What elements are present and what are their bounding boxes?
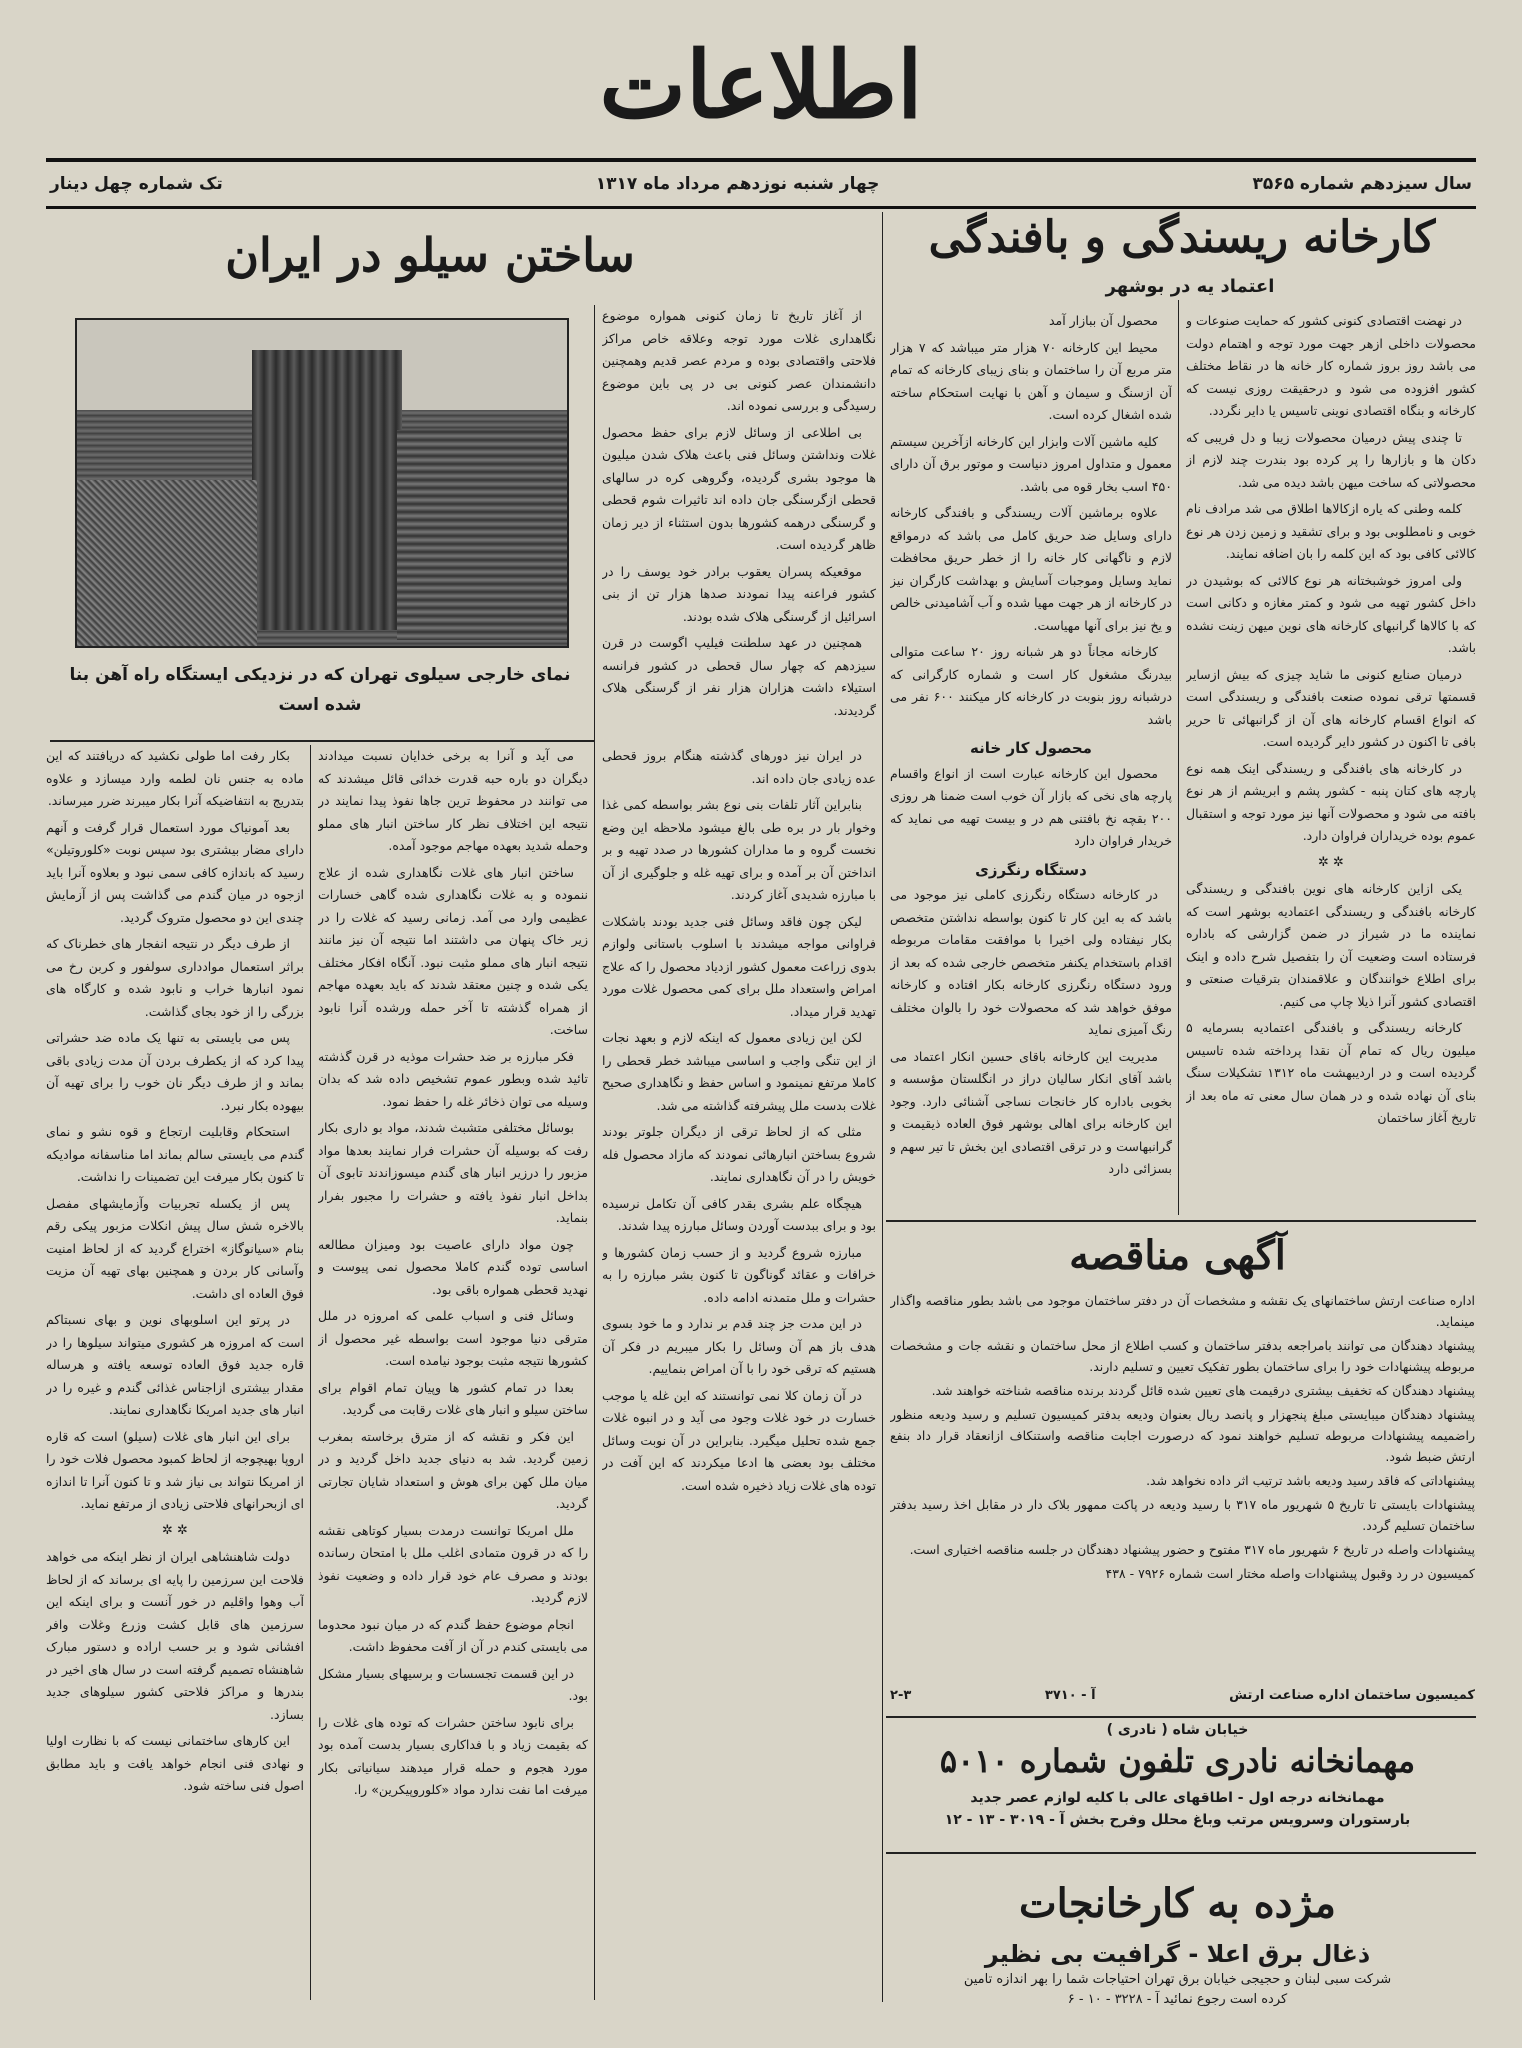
paragraph: مدیریت این کارخانه باقای حسین انکار اعتماد می باشد آقای انکار سالیان دراز در انگلستان مؤسسه و بخوبی باداره کار خانجات نساجی آشنائی دارد. وجود این کارخانه برای اهالی بوشهر فوق العاده ذیقیمت و گرانبهاست و در ترقی اقتصادی این بخش تا تیر سهم و بسزائی دارد [890, 1048, 1172, 1176]
paragraph: برای نابود ساختن حشرات که توده های غلات را که بقیمت زیاد و با فداکاری بسیار بدست آمده بود مورد هجوم و حمله قرار میدهند سیانیاتی بکار میرفت اما نفت ندارد مواد «کلوروپیکرین» را. [318, 1714, 588, 1797]
separator-stars-icon: ✲ ✲ [1318, 854, 1344, 870]
issue-number: سال سیزدهم شماره ۳۵۶۵ [1252, 174, 1472, 194]
paragraph: استحکام وقابلیت ارتجاع و قوه نشو و نمای گندم می بایستی سالم بماند اما مناسفانه موادیکه تا کنون بکار میرفت این تضمینات را نداشت. [46, 1124, 304, 1184]
paragraph: یکی ازاین کارخانه های نوین بافندگی و ریسندگی کارخانه بافندگی و ریسندگی اعتمادیه بوشهر است که نماینده ما در شیراز در ضمن گزارشی که باداره فرستاده است وضعیت آن را بتفصیل شرح داده و اینک برای اطلاع خوانندگان و علاقمندان بترقیات صنعتی و اقتصادی کشور آنرا ذیلا چاپ می کنیم. [1186, 881, 1476, 1009]
paragraph: ساختن انبار های غلات نگاهداری شده از علاج ننموده و به غلات نگاهداری شده گاهی خسارات عظیمی وارد می آمد. زمانی رسید که غلات را در زیر خاک پنهان می داشتند اما نتیجه آن نیز مانند نتیجه انبار های مملو مثبت نبود. آنگاه افکار مختلف یکی شده و چنین معتقد شدند که باید بعهده مهاجم از همراه گذشته تا آخر حمله ورشده آنرا نابود ساخت. [318, 864, 588, 1037]
article-right-column-2 [890, 310, 1172, 1215]
paragraph: محصول آن ببازار آمد [1048, 313, 1158, 328]
issue-price: تک شماره چهل دینار [50, 174, 223, 194]
paragraph: ولی امروز خوشبختانه هر نوع کالائی که بوشیدن در داخل کشور تهیه می شود و کمتر مغازه و دکانی است که با کالاها گرانبهای کارخانه های نوین میهن زینت نشده باشد. [1186, 572, 1476, 655]
article-left-column-1 [602, 745, 876, 2000]
tender-line: کمیسیون در رد وقبول پیشنهادات واصله مختار است شماره ۷۹۲۶ - ۴۳۸ [1105, 1566, 1475, 1581]
article-left-column-3 [46, 745, 304, 2000]
paragraph: بکار رفت اما طولی نکشید که دریافتند که این ماده به جنس نان لطمه وارد میسازد و علاوه بتدریج به انتفاضیکه آنرا بکار میبرند ضرر میرساند. [46, 748, 304, 808]
hotel-ad-line-2: بارستوران وسرویس مرتب وباغ محلل وفرح بخش آ - ۳۰۱۹ - ۱۳ - ۱۲ [944, 1812, 1411, 1828]
paragraph: در این قسمت تجسسات و برسیهای بسیار مشکل بود. [318, 1665, 588, 1703]
divider-tender-top [886, 1220, 1476, 1222]
factory-ad-line-1: شرکت سبی لبنان و حجیجی خیابان برق تهران احتیاجات شما را بهر اندازه تامین [963, 1972, 1392, 1987]
divider-factory-ad-top [886, 1852, 1476, 1854]
section-heading-dyeing: دستگاه رنگرزی [975, 860, 1087, 879]
factory-ad-line-2: کرده است رجوع نمائید آ - ۳۲۲۸ - ۱۰ - ۶ [1067, 1992, 1288, 2007]
hotel-ad-line-1: مهمانخانه درجه اول - اطاقهای عالی با کلیه لوازم عصر جدید [970, 1790, 1385, 1806]
tender-line: پیشنهاد دهندگان میبایستی مبلغ پنجهزار و پانصد ریال بعنوان ودیعه بدفتر کمیسیون تسلیم و رسید ودیعه منظور راضمیمه پیشنهادات مربوطه تسلیم خواهند نمود که درصورت اجابت مناقصه واستنکاف ازانعقاد قرار داد بنفع ارتش ضبط شود. [890, 1407, 1475, 1464]
paragraph: فکر مبارزه بر ضد حشرات موذیه در قرن گذشته تائید شده وبطور عموم تشخیص داده شد که بدان وسیله می توان ذخائر غله را حفظ نمود. [318, 1048, 588, 1109]
silo-photo [75, 318, 569, 648]
tender-line: پیشنهاداتی که فاقد رسید ودیعه باشد ترتیب اثر داده نخواهد شد. [1146, 1473, 1475, 1488]
tender-line: پیشنهادات بایستی تا تاریخ ۵ شهریور ماه ۳۱۷ با رسید ودیعه در پاکت ممهور بلاک دار در مقابل اخذ رسید بدفتر ساختمان تسلیم گردد. [890, 1497, 1475, 1533]
paragraph: در این مدت جز چند قدم بر ندارد و ما خود بسوی هدف باز هم آن وسائل را بکار میبریم در فکر آن هستیم که ترقی خود را با آن امراض بنماییم. [602, 1316, 876, 1376]
tender-code-left: ۲-۳ [890, 1688, 912, 1703]
tender-title: آگهی مناقصه [1069, 1232, 1286, 1279]
paragraph: کلیه ماشین آلات وابزار این کارخانه ازآخرین سیستم معمول و متداول امروز دنیاست و موتور برق آن دارای ۴۵۰ اسب بخار قوه می باشد. [890, 433, 1172, 494]
article-left-title: ساختن سیلو در ایران [225, 228, 635, 282]
tender-line: اداره صناعت ارتش ساختمانهای یک نقشه و مشخصات آن در دفتر ساختمان موجود می باشد بطور مناقصه واگذار مینماید. [890, 1293, 1475, 1329]
paragraph: وسائل فنی و اسباب علمی که امروزه در ملل مترقی دنیا موجود است بواسطه غیر محصول از کشورها نتیجه مثبت بوجود نیامده است. [318, 1308, 588, 1368]
paragraph: در آن زمان کلا نمی توانستند که این غله یا موجب خسارت در خود غلات وجود می آید و در انبوه غلات جمع شده تحلیل میگیرد. بنابراین در آن نوبت وسائل مختلف بود بعضی ها ادعا میکردند که این آفت در توده های غلات زیاد ذخیره شده است. [602, 1387, 876, 1493]
separator-stars-icon: ✲ ✲ [162, 1522, 188, 1538]
paragraph: در کارخانه های بافندگی و ریسندگی اینک همه نوع پارچه های کتان پنبه - کشور پشم و ابریشم از هر نوع بافته می شود و محصولات آنها نیز مورد توجه و استقبال عموم بوده خریداران فراوان دارد. [1186, 760, 1476, 843]
article-left-intro-column [602, 305, 876, 741]
paragraph: می آید و آنرا به برخی خدایان نسبت میدادند دیگران دو باره حبه قدرت خدائی قائل میشدند که می توانند در محفوظ ترین جاها نفوذ پیدا نمایند در نتیجه این اختلاف نظر کار ساختن انبار های مملو وحمله شدید بعهده مهاجم موجود آمده. [318, 748, 588, 853]
masthead-title: اطلاعات [599, 31, 923, 139]
paragraph: بوسائل مختلفی متشبث شدند، مواد بو داری بکار رفت که بوسیله آن حشرات فرار نمایند بعدها مواد مزبور را درزیر انبار های گندم میسوزاندند تابوی آن بداخل انبار نفوذ یافته و حشرات را مجبور بفرار بنماید. [318, 1120, 588, 1225]
tender-line: پیشنهاد دهندگان که تخفیف بیشتری درقیمت های تعیین شده قائل گردند برنده مناقصه شناخته خواهند شد. [931, 1383, 1475, 1398]
paragraph: ملل امریکا توانست درمدت بسیار کوتاهی نقشه را که در قرون متمادی اغلب ملل با امتحان رسانده بودند و مصرف عام خود قرار داده و وضعیت نفوذ لازم گردید. [318, 1522, 588, 1605]
hotel-ad-title: مهمانخانه نادری تلفون شماره ۵۰۱۰ [939, 1742, 1416, 1780]
paragraph: درمیان صنایع کنونی ما شاید چیزی که بیش ازسایر قسمتها ترقی نموده صنعت بافندگی و ریسندگی است که انواع اقسام کارخانه های آن از گرانبهائی تا حریر بافی تا اکنون در کشور دایر گردیده است. [1186, 666, 1476, 749]
article-right-title: کارخانه ریسندگی و بافندگی [928, 212, 1436, 263]
paragraph: برای این انبار های غلات (سیلو) است که قاره اروپا بهیچوجه از لحاظ کمبود محصول فلات خود را از امریکا نتواند بی نیاز شد و تا کنون آنرا تا اندازه ای ازبحرانهای فلاحتی زیادی از مرتفع نماید. [46, 1428, 304, 1511]
paragraph: محیط این کارخانه ۷۰ هزار متر میباشد که ۷ هزار متر مربع آن را ساختمان و بنای زیبای کارخانه که تمام آن ازسنگ و سیمان و آهن با نهایت استحکام ساخته شده اشغال کرده است. [890, 339, 1172, 422]
tender-signature: کمیسیون ساختمان اداره صناعت ارتش [1229, 1688, 1475, 1703]
divider-under-caption [50, 740, 594, 742]
paragraph: علاوه برماشین آلات ریسندگی و بافندگی کارخانه دارای وسایل ضد حریق کامل می باشد که درمواقع لازم و ناگهانی کار خانه را از خطر حریق محافظت نماید وسایل وموجبات آسایش و بهداشت کارگران نیز در کارخانه از هر جهت مهیا شده و آب آشامیدنی خالص و یخ نیز برای آنها مهیاست. [890, 505, 1172, 633]
article-right-column-1 [1186, 310, 1476, 1215]
factory-ad-subtitle: ذغال برق اعلا - گرافیت بی نظیر [984, 1940, 1371, 1968]
paragraph: بعد آمونیاک مورد استعمال قرار گرفت و آنهم دارای مضار بیشتری بود سپس نوبت «کلوروتیلن» رسید که باندازه کافی سمی نبود و بعلاوه آنرا باید ازجوه در میان گندم می گذاشت پس از آزمایش چندی این دو محصول متروک گردید. [46, 819, 304, 925]
paragraph: همچنین در عهد سلطنت فیلیپ اگوست در قرن سیزدهم که چهار سال قحطی در کشور فرانسه استیلاء داشت هزاران هزار نفر از گرسنگی هلاک گردیدند. [602, 635, 876, 718]
paragraph: این کارهای ساختمانی نیست که با نظارت اولیا و نهادی فنی انجام خواهد یافت و باید مطابق اصول فنی ساخته شود. [46, 1733, 304, 1793]
paragraph: بنابراین آثار تلفات بنی نوع بشر بواسطه کمی غذا وخوار بار در بره طی بالغ میشود ملاحظه این وضع نخست گروه و ما مداران کشورها در صدد تهیه و بر انداختن آن بر آمده و برای تهیه غله و جلوگیری از آن با مبارزه شدیدی آغاز کردند. [602, 797, 876, 902]
section-heading-product: محصول کار خانه [970, 739, 1092, 757]
paragraph: بعدا در تمام کشور ها وپیان تمام اقوام برای ساختن سیلو و انبار های غلات رقابت می گردید. [318, 1379, 588, 1417]
paragraph: مثلی که از لحاظ ترقی از دیگران جلوتر بودند شروع بساختن انبارهائی نمودند که مازاد محصول فله خویش را در آن نگاهداری نمایند. [602, 1124, 876, 1184]
paragraph: پس از یکسله تجربیات وآزمایشهای مفصل بالاخره شش سال پیش انکلات مزبور پیکی رقم بنام «سیانوگاز» اختراع گردید که از لحاظ امنیت وآسانی کار بردن و همچنین بهای تهیه آن مزیت فوق العاده ای داشت. [46, 1195, 304, 1301]
paragraph: انجام موضوع حفظ گندم که در میان نبود محدوما می بایستی کندم در آن از آفت محفوظ داشت. [318, 1616, 588, 1654]
issue-date: چهار شنبه نوزدهم مرداد ماه ۱۳۱۷ [595, 174, 880, 194]
column-divider-left-1 [594, 305, 595, 2000]
photo-caption: نمای خارجی سیلوی تهران که در نزدیکی ایستگاه راه آهن بنا شده است [69, 665, 571, 715]
paragraph: در ایران نیز دورهای گذشته هنگام بروز قحطی عده زیادی جان داده اند. [602, 748, 876, 786]
masthead-rule-bottom [46, 206, 1476, 209]
paragraph: کلمه وطنی که یاره ازکالاها اطلاق می شد مرادف نام خوبی و نامطلوبی بود و برای تشقید و زمین زدن هر نوع کالائی کافی بود که این کلمه را بان اضافه نمایند. [1186, 501, 1476, 561]
paragraph: چون مواد دارای عاصیت بود ومیزان مطالعه اساسی توده گندم کاملا محصول نمی پیوست و نهدید قحطی همواره باقی بود. [318, 1236, 588, 1297]
paragraph: موقعیکه پسران یعقوب برادر خود یوسف را در کشور فراعنه پیدا نمودند صدها هزار تن از بنی اسرائیل از گرسنگی هلاک شده بودند. [602, 563, 876, 624]
paragraph: هیچگاه علم بشری بقدر کافی آن تکامل نرسیده بود و برای ببدست آوردن وسائل مبارزه پیدا شدند. [602, 1195, 876, 1233]
tender-line: پیشنهاد دهندگان می توانند بامراجعه بدفتر ساختمان و کسب اطلاع از محل ساختمان و نقشه جات و مشخصات مربوطه پیشنهادات خود را برای ساختمان بطور تفکیک تعیین و تسلیم دارند. [890, 1338, 1475, 1374]
tender-line: پیشنهادات واصله در تاریخ ۶ شهریور ماه ۳۱۷ مفتوح و حضور پیشنهاد دهندگان در جلسه مناقصه اختیاری است. [909, 1542, 1475, 1557]
paragraph: محصول این کارخانه عبارت است از انواع واقسام پارچه های نخی که بازار آن خوب است ضمنا هر روزی ۲۰۰ بقچه نخ بافتنی هم در و بیست تهیه می نماید که خریدار فراوان دارد [890, 765, 1172, 848]
issue-info-bar [50, 164, 1472, 204]
tender-footer [890, 1688, 1475, 1703]
paragraph: از طرف دیگر در نتیجه انفجار های خطرناک که براثر استعمال موادداری سولفور و کربن رخ می نمود انبارها خراب و نابود شده و کارگاه های بزرگی را از خود بجای گذاشت. [46, 936, 304, 1019]
paragraph: در پرتو این اسلوبهای نوین و بهای نسبتاکم است که امروزه هر کشوری میتواند سیلوها را در قاره جدید فوق العاده توسعه یافته و هرساله مقدار بیشتری ازاجناس غذائی گندم و غیره را در انبار های جدید امریکا نگاهداری نمایند. [46, 1312, 304, 1417]
hotel-ad-street: خیابان شاه ( نادری ) [1106, 1722, 1249, 1738]
paragraph: از آغاز تاریخ تا زمان کنونی همواره موضوع نگاهداری غلات مورد توجه وعلاقه خاص مراکز فلاحتی واقتصادی بوده و مردم عصر قدیم وهمچنین دانشمندان عصر کنونی بی در پی باین موضوع رسیدگی و بررسی نموده اند. [602, 308, 876, 413]
paragraph: کارخانه مجاناً دو هر شبانه روز ۲۰ ساعت متوالی بیدرنگ مشغول کار است و شماره کارگرانی که درشبانه روز بنوبت در کارخانه کار میکنند ۶۰۰ نفر می باشد [890, 644, 1172, 727]
column-divider-right [1178, 300, 1179, 1215]
paragraph: مبارزه شروع گردید و از حسب زمان کشورها و خرافات و عقائد گوناگون تا کنون بشر مبارزه را به حشرات و ملل متمدنه ادامه داده. [602, 1244, 876, 1305]
tender-code-mid: آ - ۳۷۱۰ [1044, 1688, 1096, 1703]
column-divider-left-2 [310, 745, 311, 2000]
paragraph: پس می بایستی به تنها یک ماده ضد حشراتی پیدا کرد که از یکطرف بردن آن مدت زیادی باقی بماند و از طرف دیگر نان خوب را برای تهیه آن بیهوده بکار نبرد. [46, 1030, 304, 1113]
factory-ad-title: مژده به کارخانجات [1019, 1880, 1336, 1927]
divider-hotel-ad-top [886, 1716, 1476, 1718]
paragraph: دولت شاهنشاهی ایران از نظر اینکه می خواهد فلاحت این سرزمین را پایه ای برساند که از لحاظ آب وهوا واقلیم در خور آنست و برای اینکه این سرزمین های قابل کشت وزرع وغلات وافر افشانی شود و بر حسب اراده و دستور مبارک شاهنشاه تصمیم گرفته است در سال های اخیر در بندرها و مراکز فلاحتی کشور سیلوهای جدید بسازد. [46, 1549, 304, 1722]
article-left-column-2 [318, 745, 588, 2000]
paragraph: کارخانه ریسندگی و بافندگی اعتمادیه بسرمایه ۵ میلیون ریال که تمام آن نقدا پرداخته شده تاسیس گردیده است و در اردیبهشت ماه ۱۳۱۲ تشکیلات سنگ بنای آن نهاده شده و در همان سال معنی ته ماه بعد از تاریخ آغاز ساختمان [1186, 1020, 1476, 1125]
masthead-rule-top [46, 158, 1476, 162]
paragraph: تا چندی پیش درمیان محصولات زیبا و دل فریبی که دکان ها و بازارها را پر کرده بود بندرت چند لازم از محصولاتی که ساخت میهن باشد دیده می شد. [1186, 429, 1476, 490]
paragraph: این فکر و نقشه که از مترق برخاسته بمغرب زمین گردید. شد به دنیای جدید داخل گردید و در میان ملل کهن برای هوش و استعداد شایان تجارتی گردید. [318, 1428, 588, 1511]
paragraph: در کارخانه دستگاه رنگرزی کاملی نیز موجود می باشد که به این کار تا کنون بواسطه نداشتن متخصص بکار نیفتاده ولی اخیرا با موافقت مقامات مربوطه اقدام باستخدام یکنفر متخصص خارجی شده که بعد از ورود دستگاه رنگرزی کارخانه بکار افتاده و کارخانه موفق خواهد شد که محصولات خود را بالوان مختلف رنگ آمیزی نماید [890, 887, 1172, 1037]
paragraph: لکن این زیادی معمول که اینکه لازم و بعهد نجات از این تنگی واجب و اساسی میباشد خطر قحطی را کاملا مرتفع نمینمود و اساس حفظ و نگاهداری صحیح غلات بدست ملل پیشرفته گذاشته می شد. [602, 1030, 876, 1113]
paragraph: در نهضت اقتصادی کنونی کشور که حمایت صنوعات و محصولات داخلی ازهر جهت مورد توجه و اهتمام دولت می باشد روز بروز شماره کار خانه ها در نقاط مختلف کشور افزوده می شود و درحقیقت روزی نیست که کارخانه و بنگاه اقتصادی نوینی تاسیس یا دایر نگردد. [1186, 313, 1476, 418]
article-right-subtitle: اعتماد یه در بوشهر [1105, 276, 1275, 297]
paragraph: بی اطلاعی از وسائل لازم برای حفظ محصول غلات ونداشتن وسائل فنی باعث هلاک شدن میلیون ها موجود بشری گردیده، وگروهی کره در سالهای قحطی ازگرسنگی جان داده اند تاثیرات شوم قحطی و گرسنگی درهمه کشورها بدون استثناء از دیر زمان ظاهر گردیده است. [602, 424, 876, 552]
paragraph: لیکن چون فاقد وسائل فنی جدید بودند باشکلات فراوانی مواجه میشدند با اسلوب باستانی ولوازم بدوی زراعت معمول کشور ازدیاد محصول را که علاج امراض واستعداد ملل برای کمی محصول غلات مورد تهدید قرار میداد. [602, 913, 876, 1019]
tender-body [890, 1290, 1475, 1700]
